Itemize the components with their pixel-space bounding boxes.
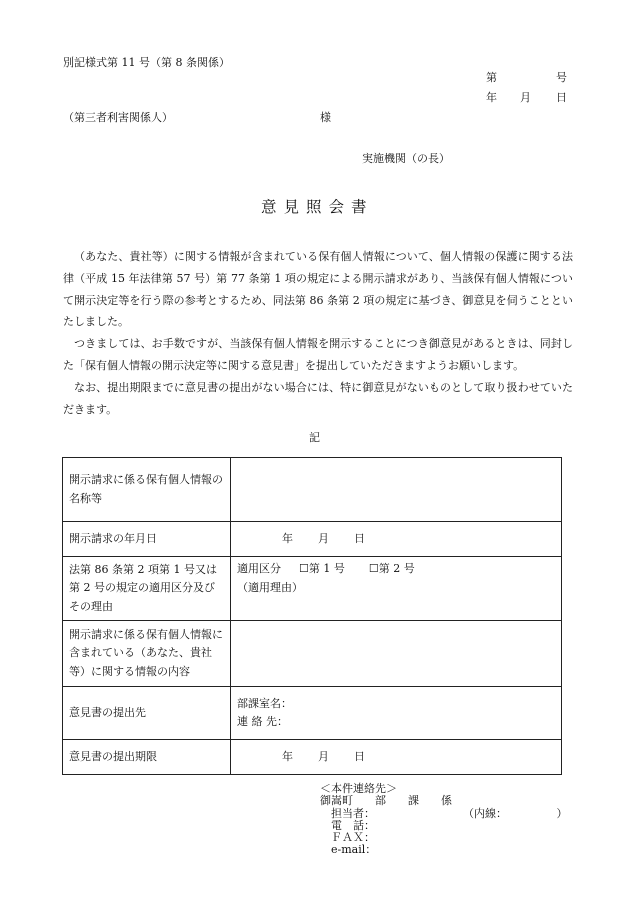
contact-block [320, 783, 568, 857]
row4-label: 開示請求に係る保有個人情報に含まれている（あなた、貴社等）に関する情報の内容 [63, 621, 231, 687]
row3-reason: （適用理由） [237, 580, 303, 594]
row5-label: 意見書の提出先 [63, 687, 231, 740]
date-day: 日 [556, 91, 567, 104]
body-paragraph-1: （あなた、貴社等）に関する情報が含まれている保有個人情報について、個人情報の保護に関する法律（平成 15 年法律第 57 号）第 77 条第 1 項の規定による開示請求があり、当該保有個人情報について開示決定等を行う際の参考とするため、同法第 86 条第 2 項の規定に基づき、御意見を伺うことといたしました。 [63, 250, 573, 329]
table-row [63, 740, 562, 775]
row6-label: 意見書の提出期限 [63, 740, 231, 775]
table-row [63, 687, 562, 740]
info-table [62, 457, 562, 775]
row1-value [231, 458, 562, 522]
contact-phone: 電 話： [320, 818, 375, 832]
sender: 実施機関（の長） [362, 152, 450, 165]
row2-day: 日 [354, 531, 365, 545]
row6-month: 月 [318, 749, 329, 763]
table-row [63, 621, 562, 687]
date-year: 年 [486, 91, 497, 104]
contact-fax: ＦＡＸ： [320, 831, 375, 845]
contact-person: 担当者： （内線： ） [320, 806, 568, 820]
table-row [63, 557, 562, 621]
row2-month: 月 [318, 531, 329, 545]
form-label: 別記様式第 11 号（第 8 条関係） [63, 56, 230, 69]
contact-heading: ＜本件連絡先＞ [320, 782, 397, 795]
row6-day: 日 [354, 749, 365, 763]
row4-value [231, 621, 562, 687]
addressee-honorific: 様 [320, 111, 331, 124]
doc-number-prefix: 第 [486, 71, 497, 84]
doc-number-suffix: 号 [556, 71, 567, 84]
row2-year: 年 [282, 531, 293, 545]
table-row [63, 458, 562, 522]
row2-label: 開示請求の年月日 [63, 522, 231, 557]
row5-contact: 連 絡 先： [237, 715, 288, 728]
body-text [63, 246, 573, 420]
date-month: 月 [520, 91, 531, 104]
row2-value [231, 522, 562, 557]
row6-value [231, 740, 562, 775]
ki-mark: 記 [309, 431, 320, 444]
row5-dept: 部課室名： [237, 696, 292, 710]
row3-value [231, 557, 562, 621]
document-title: 意見照会書 [261, 198, 374, 216]
row1-label: 開示請求に係る保有個人情報の名称等 [63, 458, 231, 522]
row6-year: 年 [282, 749, 293, 763]
addressee-role: （第三者利害関係人） [63, 111, 173, 124]
row3-option2: ☐第 2 号 [368, 562, 415, 575]
row3-category: 適用区分 [237, 562, 281, 575]
row3-option1: ☐第 1 号 [299, 562, 345, 575]
table-row [63, 522, 562, 557]
contact-email: e-mail： [320, 843, 377, 857]
contact-office: 御嵩町 部 課 係 [320, 794, 452, 808]
body-paragraph-3: なお、提出期限までに意見書の提出がない場合には、特に御意見がないものとして取り扱わせていただきます。 [63, 380, 573, 416]
body-paragraph-2: つきましては、お手数ですが、当該保有個人情報を開示することにつき御意見があるときは、同封した「保有個人情報の開示決定等に関する意見書」を提出していただきますようお願いします。 [63, 337, 573, 372]
row3-label: 法第 86 条第 2 項第 1 号又は第 2 号の規定の適用区分及びその理由 [63, 557, 231, 621]
row5-value [231, 687, 562, 740]
